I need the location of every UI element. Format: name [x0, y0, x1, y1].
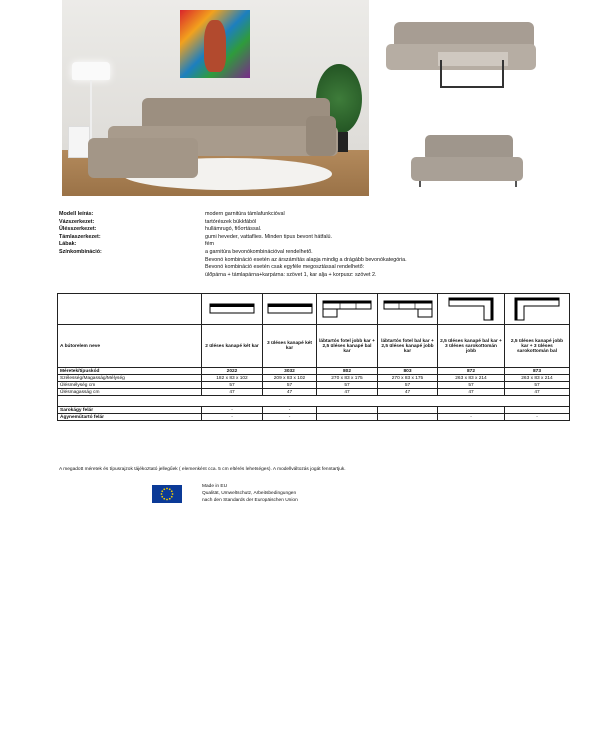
code-row: Méretek/típuskód 2022 3032 802 803 872 873: [58, 368, 570, 375]
drawing-872: [438, 294, 505, 325]
drawing-803: [378, 294, 438, 325]
drawing-3032: [263, 294, 317, 325]
painting: [180, 10, 250, 78]
drawing-2022: [202, 294, 263, 325]
disclaimer-note: A megadott méretek és típusrajzok tájékoztató jellegűek ( elemenként cca. 5 cm eltérés lehetséges). A modellváltozás jogát fenntartjuk.: [59, 467, 346, 472]
seat-height-row: Ülésmagasság cm 47 47 47 47 47 47: [58, 389, 570, 396]
eu-flag-icon: [152, 485, 182, 503]
drawing-873: [505, 294, 570, 325]
size-row: Szélesség/Magasság/Mélység 182 x 83 x 102 209 x 83 x 102 270 x 83 x 175 270 x 83 x 175 263 x 83 x 214 263 x 83 x 214: [58, 375, 570, 382]
seat-depth-row: Ülésmélység cm 57 57 57 57 57 57: [58, 382, 570, 389]
header-row: A bútorelem neve 2 üléses kanapé két kar 3 üléses kanapé két kar lábtartós fotel jobb kar + 2,5 üléses kanapé bal kar lábtartós fotel bal kar + 2,5 üléses kanapé jobb kar 2,5 üléses kanapé bal kar + 3 üléses sarokottomán jobb 2,5 üléses kanapé jobb kar + 3 üléses sarokottomán bal: [58, 325, 570, 368]
living-room-photo: [62, 0, 369, 196]
drawing-802: [317, 294, 378, 325]
storage-row: Ágyneműtartó felár - - - -: [58, 414, 570, 421]
small-sofa-photo: [403, 127, 529, 193]
model-description: Modell leírás: modern garnitúra támlafunkcióval Vázszerkezet: tartórészek bükkfából Ülésszerkezet: hullámrugó, fiботtással. Támlaszerkezet: gumi heveder, vattaflies. Minden tipus bevont hátfalú. Lábak: fém Színkombináció: a garnitúra bevonókombinációval rendelhető. Bevonó kombináció esetén az árszámítás alapja mindig a drágább bevonókategória. Bevonó kombináció esetén csak egyféle megosztással rendelhető: ülőpárna + támlapárna+karpárna: szövet 1, kar alja + korpusz: szövet 2.: [59, 211, 407, 278]
sofa-bed-photo: [380, 0, 546, 100]
dimensions-table: [57, 293, 570, 421]
eu-quality-text: Made in EU Qualität, Umweltschutz, Arbeitsbedingungen nach den Standards der Europäischen Union: [202, 484, 298, 504]
corner-bed-row: Sarokágy felár - -: [58, 407, 570, 414]
drawing-row: [58, 294, 570, 325]
